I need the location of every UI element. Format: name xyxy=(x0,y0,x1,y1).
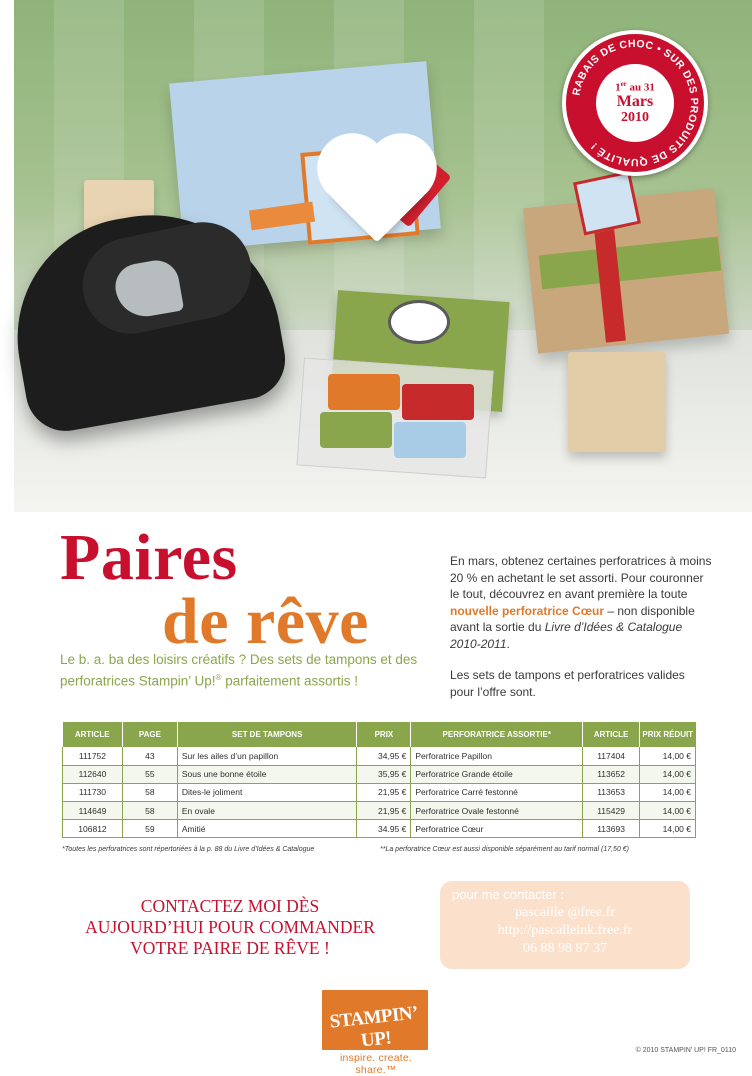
contact-phone: 06 88 98 87 37 xyxy=(523,941,607,956)
stampin-up-logo xyxy=(322,990,428,1050)
contact-email[interactable]: pascaille @free.fr xyxy=(515,905,615,920)
call-to-action xyxy=(62,896,398,959)
seal-year: 2010 xyxy=(621,110,649,126)
col-page: PAGE xyxy=(122,722,177,747)
table-row xyxy=(63,802,696,820)
cell-reduced-price: 14,00 € xyxy=(640,783,696,801)
col-reduced-price: PRIX RÉDUIT xyxy=(640,722,696,747)
cell-reduced-price: 14,00 € xyxy=(640,802,696,820)
cell-page: 58 xyxy=(122,783,177,801)
catalogue-title: Livre d’Idées & Catalogue 2010-2011 xyxy=(450,620,683,651)
cell-page: 43 xyxy=(122,747,177,765)
just-for-you-tag xyxy=(388,300,450,344)
cell-stamp-set: Sous une bonne étoile xyxy=(177,765,357,783)
col-article: ARTICLE xyxy=(63,722,123,747)
title-line-1: Paires xyxy=(60,521,238,594)
cell-page: 55 xyxy=(122,765,177,783)
cell-stamp-set: Sur les ailes d’un papillon xyxy=(177,747,357,765)
cell-stamp-set: En ovale xyxy=(177,802,357,820)
seal-month: Mars xyxy=(616,93,654,111)
seal-center xyxy=(596,64,674,142)
intro-paragraph-2: Les sets de tampons et perforatrices valides pour l’offre sont. xyxy=(450,668,685,699)
contact-title: pour me contacter : xyxy=(452,887,564,902)
contact-website-link[interactable]: http://pascalleink.free.fr xyxy=(497,923,633,938)
cta-line: AUJOURD’HUI POUR COMMANDER xyxy=(85,917,375,937)
candy-bar xyxy=(394,422,466,458)
cell-price: 35,95 € xyxy=(357,765,411,783)
cell-stamp-set: Amitié xyxy=(177,820,357,838)
title-line-2: de rêve xyxy=(162,585,369,658)
cell-punch-article: 113693 xyxy=(583,820,640,838)
cta-line: CONTACTEZ MOI DÈS xyxy=(140,896,320,916)
new-punch-highlight: nouvelle perforatrice Cœur xyxy=(450,603,605,618)
footnote-heart-punch: **La perforatrice Cœur est aussi disponible séparément au tarif normal (17,50 €) xyxy=(380,846,630,853)
table-row xyxy=(63,820,696,838)
promo-seal xyxy=(562,30,708,176)
logo-slogan: inspire. create. share.™ xyxy=(339,1052,413,1076)
table-row xyxy=(63,783,696,801)
footnote-punches: *Toutes les perforatrices sont répertoriées à la p. 88 du Livre d’Idées & Catalogue xyxy=(62,846,315,853)
logo-wordmark: STAMPIN’ UP! xyxy=(328,1002,419,1052)
table-row xyxy=(63,747,696,765)
cell-reduced-price: 14,00 € xyxy=(640,820,696,838)
col-punch-article: ARTICLE xyxy=(583,722,640,747)
cell-price: 34.95 € xyxy=(357,820,411,838)
cell-price: 34,95 € xyxy=(357,747,411,765)
col-price: PRIX xyxy=(357,722,411,747)
cell-article: 114649 xyxy=(63,802,123,820)
candy-bar xyxy=(320,412,392,448)
copyright: © 2010 STAMPIN’ UP! FR_0110 xyxy=(635,1047,736,1054)
cell-article: 111752 xyxy=(63,747,123,765)
cell-page: 58 xyxy=(122,802,177,820)
contact-box xyxy=(440,881,690,969)
candy-bar xyxy=(402,384,474,420)
candy-bar xyxy=(328,374,400,410)
cell-punch-article: 115429 xyxy=(583,802,640,820)
col-matching-punch: PERFORATRICE ASSORTIE* xyxy=(411,722,583,747)
cell-punch-article: 113653 xyxy=(583,783,640,801)
table-row xyxy=(63,765,696,783)
cell-matching-punch: Perforatrice Grande étoile xyxy=(411,765,583,783)
cell-reduced-price: 14,00 € xyxy=(640,747,696,765)
seal-dates: 1er au 31 xyxy=(615,79,655,94)
cell-matching-punch: Perforatrice Carré festonné xyxy=(411,783,583,801)
cell-matching-punch: Perforatrice Papillon xyxy=(411,747,583,765)
intro-paragraph: En mars, obtenez certaines perforatrices à moins 20 % en achetant le set assorti. Pour couronner le tout, découvrez en avant première la toute nouvelle perforatrice Cœur – non disponible avant la sortie du Livre d’Idées & Catalogue 2010-2011. xyxy=(450,554,712,651)
col-stamp-set: SET DE TAMPONS xyxy=(177,722,357,747)
cell-price: 21,95 € xyxy=(357,802,411,820)
cell-article: 111730 xyxy=(63,783,123,801)
cell-article: 106812 xyxy=(63,820,123,838)
cell-stamp-set: Dites-le joliment xyxy=(177,783,357,801)
table-header-row xyxy=(63,722,696,747)
cell-matching-punch: Perforatrice Ovale festonné xyxy=(411,802,583,820)
offer-table xyxy=(62,722,696,838)
page-title xyxy=(60,521,369,658)
cell-price: 21,95 € xyxy=(357,783,411,801)
cell-reduced-price: 14,00 € xyxy=(640,765,696,783)
wood-stamp-flower-heart xyxy=(568,352,666,452)
cell-punch-article: 113652 xyxy=(583,765,640,783)
tagline: Le b. a. ba des loisirs créatifs ? Des sets de tampons et des perforatrices Stampin’ Up!® parfaitement assortis ! xyxy=(60,652,418,689)
cell-page: 59 xyxy=(122,820,177,838)
cell-matching-punch: Perforatrice Cœur xyxy=(411,820,583,838)
svg-text:RABAIS DE CHOC • SUR DES PRODU: RABAIS DE CHOC • SUR DES PRODUITS DE QUALITÉ ! xyxy=(570,37,701,169)
cell-article: 112640 xyxy=(63,765,123,783)
cell-punch-article: 117404 xyxy=(583,747,640,765)
cta-line: VOTRE PAIRE DE RÊVE ! xyxy=(130,938,330,958)
